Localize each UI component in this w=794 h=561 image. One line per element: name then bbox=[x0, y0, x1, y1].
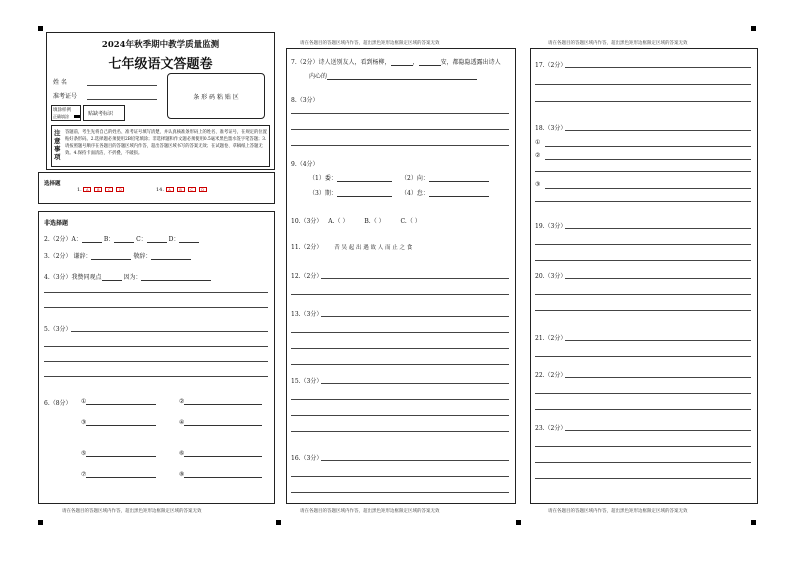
blank[interactable] bbox=[184, 399, 262, 405]
q7-text-d: 内心的 bbox=[309, 73, 328, 80]
barcode-label: 条 形 码 粘 贴 区 bbox=[193, 94, 239, 101]
sample-label: 填涂样例 bbox=[53, 108, 71, 113]
q12: 12.（2分） bbox=[291, 273, 323, 280]
answer-line[interactable] bbox=[535, 294, 751, 295]
q9-1 bbox=[309, 173, 392, 182]
corner-mark bbox=[38, 520, 43, 525]
q2-a-blank[interactable] bbox=[82, 237, 102, 243]
q4-reason-blank[interactable] bbox=[141, 275, 211, 281]
answer-line[interactable] bbox=[535, 478, 751, 479]
q4-because-label: 因为： bbox=[123, 274, 142, 281]
answer-line[interactable] bbox=[565, 130, 751, 131]
answer-line[interactable] bbox=[291, 294, 509, 295]
q3-a-label: 谦辞： bbox=[73, 253, 92, 260]
q3-a-blank[interactable] bbox=[91, 254, 131, 260]
q15: 15.（3分） bbox=[291, 378, 323, 385]
circle-5: ⑤ bbox=[81, 450, 87, 457]
q2-a-label: 2.（2分）A： bbox=[44, 236, 82, 243]
q7-text-b: ， bbox=[412, 59, 419, 66]
option-d[interactable]: D bbox=[116, 187, 124, 192]
notes-title: 注意事项 bbox=[54, 129, 61, 161]
circle-8: ⑧ bbox=[179, 471, 185, 478]
answer-line[interactable] bbox=[291, 476, 509, 477]
answer-line[interactable] bbox=[44, 307, 268, 308]
answer-line[interactable] bbox=[535, 356, 751, 357]
q9-4-label: （4）怠： bbox=[401, 190, 429, 197]
corner-mark bbox=[276, 520, 281, 525]
answer-line[interactable] bbox=[565, 377, 751, 378]
blank[interactable] bbox=[184, 451, 262, 457]
blank[interactable] bbox=[429, 191, 489, 197]
q4 bbox=[44, 272, 211, 281]
q4-label: 4.（3分）我赞同观点 bbox=[44, 274, 102, 281]
answer-line[interactable] bbox=[535, 171, 751, 172]
blank[interactable] bbox=[86, 451, 156, 457]
answer-line[interactable] bbox=[535, 201, 751, 202]
header-panel bbox=[46, 32, 275, 170]
q16: 16.（3分） bbox=[291, 455, 323, 462]
corner-mark bbox=[38, 26, 43, 31]
answer-line[interactable] bbox=[44, 346, 268, 347]
q5: 5.（3分） bbox=[44, 326, 72, 333]
answer-line[interactable] bbox=[535, 393, 751, 394]
q6-c2 bbox=[179, 398, 262, 405]
answer-line[interactable] bbox=[321, 278, 509, 279]
q19: 19.（3分） bbox=[535, 223, 567, 230]
top-note: 请在各题目的答题区域内作答，超出黑色矩形边框限定区域的答案无效 bbox=[300, 41, 440, 46]
answer-line[interactable] bbox=[291, 415, 509, 416]
mc-panel bbox=[38, 172, 275, 204]
mc-q14 bbox=[156, 187, 210, 193]
notes-text bbox=[65, 129, 267, 157]
q9: 9.（4分） bbox=[291, 161, 319, 168]
q9-1-label: （1）委： bbox=[309, 175, 337, 182]
option-b[interactable]: B bbox=[94, 187, 102, 192]
q11-label: 11.（2分） bbox=[291, 244, 323, 251]
q10 bbox=[291, 216, 421, 225]
q9-3-label: （3）期： bbox=[309, 190, 337, 197]
mc-q14-number: 14. bbox=[156, 187, 164, 193]
option-b[interactable]: B bbox=[177, 187, 185, 192]
q7-text-c: 安，都隐隐透露出诗人 bbox=[440, 59, 501, 66]
q9-4 bbox=[401, 188, 489, 197]
q9-2 bbox=[401, 173, 489, 182]
answer-line[interactable] bbox=[291, 145, 509, 146]
answer-line[interactable] bbox=[291, 129, 509, 130]
corner-mark bbox=[751, 26, 756, 31]
answer-line[interactable] bbox=[291, 399, 509, 400]
answer-line[interactable] bbox=[291, 431, 509, 432]
q11 bbox=[291, 242, 412, 251]
nonmc-title: 非选择题 bbox=[44, 220, 69, 227]
q6-c6 bbox=[179, 450, 262, 457]
q18-b: ② bbox=[535, 152, 541, 159]
blank[interactable] bbox=[184, 472, 262, 478]
option-d[interactable]: D bbox=[199, 187, 207, 192]
answer-line[interactable] bbox=[565, 228, 751, 229]
answer-line[interactable] bbox=[291, 332, 509, 333]
exam-title: 2024年秋季期中教学质量监测 bbox=[101, 40, 220, 50]
answer-line[interactable] bbox=[291, 364, 509, 365]
q13: 13.（3分） bbox=[291, 311, 323, 318]
right-panel bbox=[530, 48, 758, 504]
answer-line[interactable] bbox=[535, 244, 751, 245]
option-c[interactable]: C bbox=[188, 187, 196, 192]
mc-q1-number: 1. bbox=[77, 187, 82, 193]
answer-line[interactable] bbox=[44, 361, 268, 362]
absent-label: 贴缺考标识 bbox=[88, 111, 114, 117]
bottom-note: 请在各题目的答题区域内作答，超出黑色矩形边框限定区域的答案无效 bbox=[62, 509, 202, 514]
blank[interactable] bbox=[184, 420, 262, 426]
q6-c3 bbox=[81, 419, 156, 426]
q7-text-a: 7.（2分）诗人送别友人，看到杨柳， bbox=[291, 59, 391, 66]
name-line[interactable] bbox=[87, 85, 157, 86]
blank[interactable] bbox=[86, 472, 156, 478]
answer-line[interactable] bbox=[291, 113, 509, 114]
answer-line[interactable] bbox=[321, 460, 509, 461]
circle-6: ⑥ bbox=[179, 450, 185, 457]
answer-line[interactable] bbox=[535, 84, 751, 85]
q6-c4 bbox=[179, 419, 262, 426]
blank[interactable] bbox=[391, 60, 413, 66]
q3-b-label: 敬辞： bbox=[133, 253, 152, 260]
id-label: 准考证号 bbox=[53, 93, 78, 100]
q3 bbox=[44, 251, 191, 260]
sample-mark bbox=[74, 115, 80, 118]
q6-c1 bbox=[81, 398, 156, 405]
q10-b[interactable]: B.（ ） bbox=[364, 218, 385, 225]
blank[interactable] bbox=[86, 399, 156, 405]
q18-c: ③ bbox=[535, 181, 541, 188]
option-a[interactable]: A bbox=[83, 187, 91, 192]
circle-3: ③ bbox=[81, 419, 87, 426]
answer-line[interactable] bbox=[565, 340, 751, 341]
bottom-note: 请在各题目的答题区域内作答，超出黑色矩形边框限定区域的答案无效 bbox=[300, 509, 440, 514]
q9-2-label: （2）向： bbox=[401, 175, 429, 182]
circle-1: ① bbox=[81, 398, 87, 405]
q20: 20.（3分） bbox=[535, 273, 567, 280]
middle-panel bbox=[286, 48, 516, 504]
answer-line[interactable] bbox=[565, 67, 751, 68]
answer-line[interactable] bbox=[535, 310, 751, 311]
answer-line[interactable] bbox=[545, 146, 751, 147]
q3-label: 3.（2分） bbox=[44, 253, 72, 260]
answer-line[interactable] bbox=[291, 492, 509, 493]
subject-title: 七年级语文答题卷 bbox=[108, 57, 213, 72]
answer-line[interactable] bbox=[321, 383, 509, 384]
mc-q1 bbox=[77, 187, 127, 193]
bottom-note: 请在各题目的答题区域内作答，超出黑色矩形边框限定区域的答案无效 bbox=[548, 509, 688, 514]
q18: 18.（3分） bbox=[535, 125, 567, 132]
corner-mark bbox=[751, 520, 756, 525]
blank[interactable] bbox=[429, 176, 489, 182]
nonmc-panel bbox=[38, 211, 275, 504]
q3-b-blank[interactable] bbox=[151, 254, 191, 260]
top-note: 请在各题目的答题区域内作答，超出黑色矩形边框限定区域的答案无效 bbox=[548, 41, 688, 46]
circle-2: ② bbox=[179, 398, 185, 405]
q6-c5 bbox=[81, 450, 156, 457]
answer-line[interactable] bbox=[565, 430, 751, 431]
q2-c-label: C： bbox=[136, 236, 147, 243]
answer-line[interactable] bbox=[291, 348, 509, 349]
mc-title: 选择题 bbox=[44, 181, 61, 187]
sample-box bbox=[51, 105, 81, 121]
notes-text-3: 试题卷、草稿纸上答题无效。4.保持卡面清洁，不折叠，不破损。 bbox=[65, 144, 263, 156]
q23: 23.（2分） bbox=[535, 425, 567, 432]
blank[interactable] bbox=[86, 420, 156, 426]
id-line[interactable] bbox=[87, 99, 157, 100]
q4-viewpoint-blank[interactable] bbox=[102, 275, 122, 281]
blank[interactable] bbox=[337, 191, 392, 197]
blank[interactable] bbox=[419, 60, 441, 66]
q10-c[interactable]: C.（ ） bbox=[400, 218, 421, 225]
q9-3 bbox=[309, 188, 392, 197]
q21: 21.（2分） bbox=[535, 335, 567, 342]
answer-line[interactable] bbox=[44, 376, 268, 377]
notes-text-2: 填涂；非选择题和作文题必须使用0.5毫米黑色墨水签字笔答题；3.请按照题号顺序在各题目的答题区域内作答，超出答题区域书写的答案无效；在 bbox=[65, 137, 267, 149]
q7-line2 bbox=[309, 71, 477, 80]
q18-a: ① bbox=[535, 139, 541, 146]
q2-c-blank[interactable] bbox=[147, 237, 167, 243]
notes-text-1: 答题前，考生先将自己的姓名、准考证号填写清楚，并认真核准条形码上的姓名、准考证号，在规定的位置贴好条形码。2.选择题必须使用2B铅笔 bbox=[65, 130, 267, 142]
answer-line[interactable] bbox=[44, 292, 268, 293]
answer-line[interactable] bbox=[565, 278, 751, 279]
q2-d-blank[interactable] bbox=[179, 237, 199, 243]
sample-correct: 正确填涂 bbox=[53, 114, 69, 119]
answer-line[interactable] bbox=[535, 409, 751, 410]
q22: 22.（2分） bbox=[535, 372, 567, 379]
q10-label: 10.（3分） bbox=[291, 218, 323, 225]
answer-line[interactable] bbox=[71, 331, 268, 332]
corner-mark bbox=[516, 520, 521, 525]
blank[interactable] bbox=[327, 74, 477, 80]
circle-4: ④ bbox=[179, 419, 185, 426]
q2-b-label: B： bbox=[103, 236, 115, 243]
q7 bbox=[291, 57, 501, 66]
blank[interactable] bbox=[337, 176, 392, 182]
q8: 8.（3分） bbox=[291, 97, 319, 104]
q2 bbox=[44, 234, 199, 243]
name-label: 姓 名 bbox=[53, 79, 67, 86]
q10-a[interactable]: A.（ ） bbox=[328, 218, 349, 225]
barcode-area bbox=[167, 73, 265, 119]
absent-box bbox=[83, 105, 125, 121]
answer-line[interactable] bbox=[535, 260, 751, 261]
notes-box bbox=[51, 125, 270, 167]
answer-line[interactable] bbox=[535, 462, 751, 463]
answer-line[interactable] bbox=[321, 316, 509, 317]
q11-sentence: 昔 吴 起 出 遇 故 人 而 止 之 食 bbox=[334, 245, 413, 251]
q17: 17.（2分） bbox=[535, 62, 567, 69]
answer-line[interactable] bbox=[535, 101, 751, 102]
q6: 6.（8分） bbox=[44, 400, 72, 407]
answer-line[interactable] bbox=[545, 159, 751, 160]
option-c[interactable]: C bbox=[105, 187, 113, 192]
q2-b-blank[interactable] bbox=[114, 237, 134, 243]
answer-line[interactable] bbox=[545, 188, 751, 189]
answer-line[interactable] bbox=[535, 446, 751, 447]
circle-7: ⑦ bbox=[81, 471, 87, 478]
q6-c7 bbox=[81, 471, 156, 478]
q6-c8 bbox=[179, 471, 262, 478]
q2-d-label: D： bbox=[168, 236, 180, 243]
option-a[interactable]: A bbox=[166, 187, 174, 192]
